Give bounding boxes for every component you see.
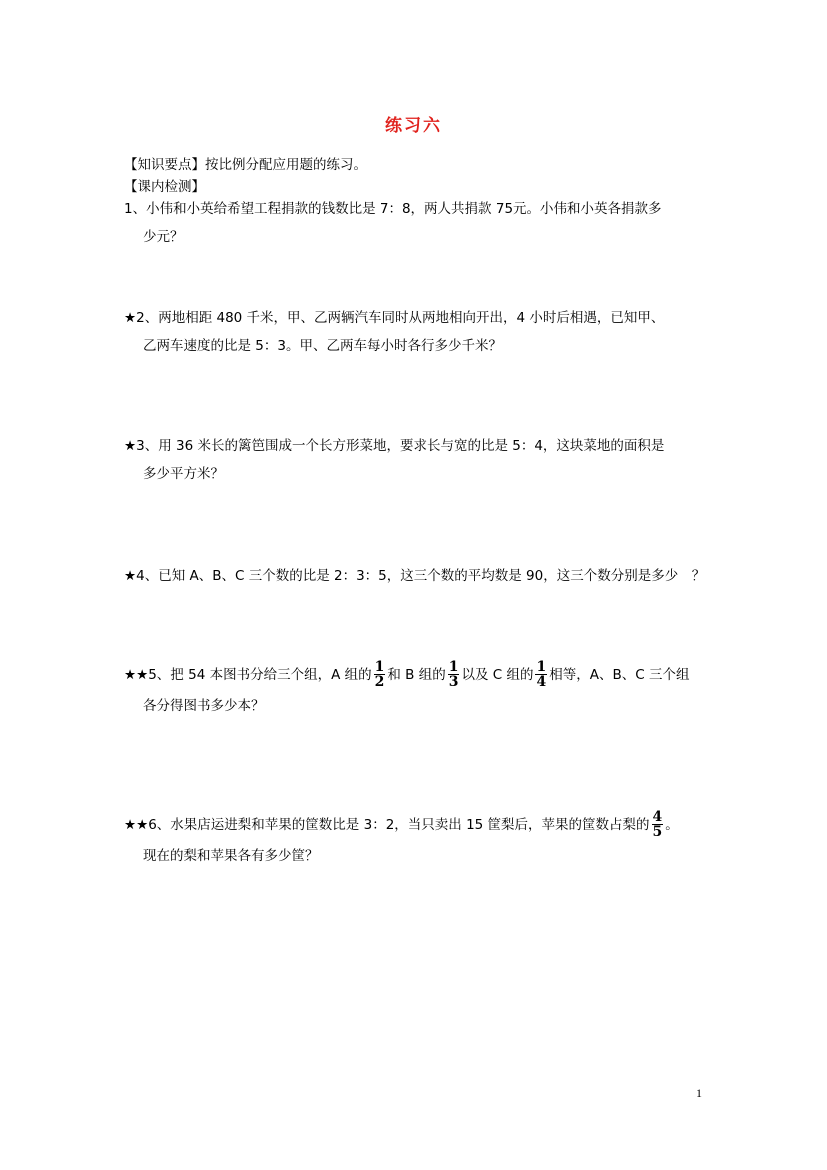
question-2 [124,304,714,360]
difficulty-stars: ★★ [124,667,149,683]
page-title: 练习六 [385,116,442,136]
question-1-line-1: 1、小伟和小英给希望工程捐款的钱数比是 7：8，两人共捐款 75元。小伟和小英各捐款多 [124,201,662,217]
question-1 [124,195,714,251]
difficulty-stars: ★★ [124,817,149,833]
question-3 [124,432,714,488]
question-2-line-1: 2、两地相距 480 千米，甲、乙两辆汽车同时从两地相向开出，4 小时后相遇，已知甲、 [136,310,665,326]
question-5-text-d: 相等，A、B、C 三个组 [549,667,690,683]
knowledge-points: 【知识要点】按比例分配应用题的练习。 [124,157,367,173]
question-5 [124,658,714,720]
question-5-line-2: 各分得图书多少本？ [143,698,265,714]
question-6 [124,808,714,870]
question-4 [124,562,714,590]
difficulty-stars: ★ [124,438,137,454]
question-6-text-a: 6、水果店运进梨和苹果的筐数比是 3：2，当只卖出 15 筐梨后，苹果的筐数占梨的 [148,817,650,833]
question-4-line-1: 4、已知 A、B、C 三个数的比是 2：3：5，这三个数的平均数是 90，这三个数分别是多少 ？ [136,568,706,584]
question-6-line-2: 现在的梨和苹果各有多少筐？ [143,848,319,864]
question-3-line-1: 3、用 36 米长的篱笆围成一个长方形菜地，要求长与宽的比是 5：4，这块菜地的面积是 [136,438,665,454]
difficulty-stars: ★ [124,568,137,584]
question-5-text-b: 和 B 组的 [387,667,446,683]
difficulty-stars: ★ [124,310,137,326]
fraction-four-fifths: $\frac{4}{5}$ [652,809,663,840]
question-3-line-2: 多少平方米？ [143,466,224,482]
fraction-one-third: $\frac{1}{3}$ [448,659,459,690]
fraction-one-quarter: $\frac{1}{4}$ [536,659,547,690]
section-label: 【课内检测】 [124,179,205,195]
page-number: 1 [696,1086,702,1100]
question-2-line-2: 乙两车速度的比是 5：3。甲、乙两车每小时各行多少千米？ [143,338,502,354]
question-6-text-b: 。 [665,817,679,833]
question-5-text-c: 以及 C 组的 [461,667,534,683]
question-1-line-2: 少元？ [143,229,184,245]
question-5-text-a: 5、把 54 本图书分给三个组，A 组的 [148,667,372,683]
fraction-one-half: $\frac{1}{2}$ [374,659,385,690]
